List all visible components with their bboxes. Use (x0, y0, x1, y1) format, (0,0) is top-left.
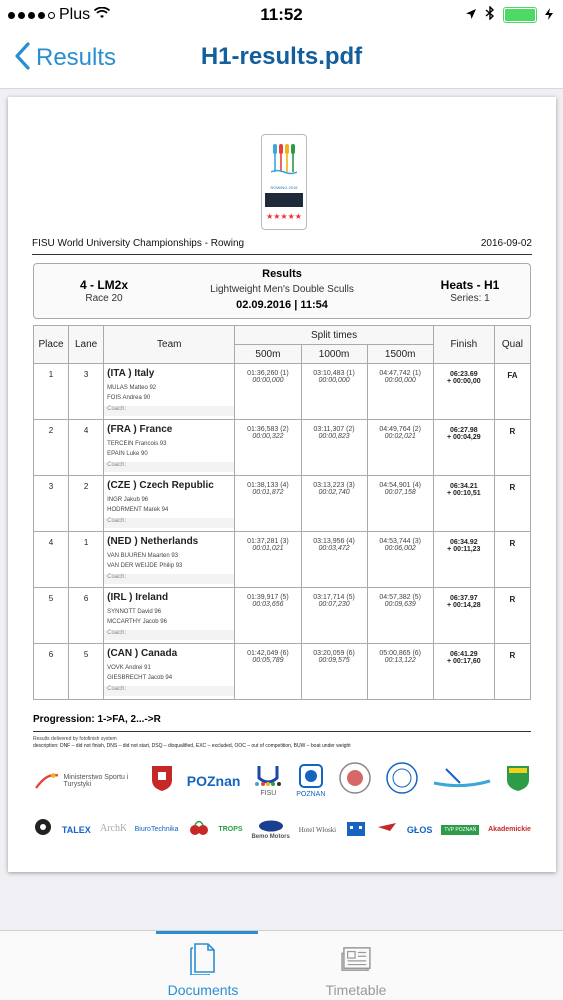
team-cell (104, 532, 235, 588)
sponsor-tvp: TVP POZNAŃ (441, 825, 479, 835)
split-time-500: 01:38,133 (4) (247, 482, 289, 489)
coach-label: Coach: (104, 630, 234, 640)
place-cell (34, 644, 69, 700)
athlete-2: HODRMENT Marek 94 (107, 507, 169, 513)
lane-cell (69, 364, 104, 420)
finish-diff: + 00:14,28 (446, 602, 481, 609)
clock: 11:52 (260, 5, 303, 24)
athlete-2: FOIS Andrea 90 (107, 395, 151, 401)
split-time-1500: 04:53,744 (3) (379, 538, 422, 545)
place-cell (34, 588, 69, 644)
split-diff-1500: 00:00,000 (384, 377, 416, 384)
shield-logo-icon (505, 764, 531, 797)
table-row (34, 588, 531, 644)
finish-cell (433, 420, 494, 476)
col-team: Team (104, 326, 235, 364)
coach-label: Coach: (104, 462, 234, 472)
fisu-rings-icon: ★★★★★ (266, 212, 302, 221)
results-source-note: Results delivered by fotofinish system (33, 736, 117, 742)
place-cell (34, 364, 69, 420)
split-1000m-cell (301, 420, 367, 476)
split-1500m-cell (367, 644, 433, 700)
split-time-1500: 04:54,901 (4) (379, 482, 422, 489)
rowing-logo (261, 134, 307, 230)
col-split-times: Split times (235, 326, 433, 345)
place-value: 5 (48, 594, 54, 603)
qual-value: FA (507, 371, 518, 380)
sponsor-ministry: Ministerstwo Sportu i Turystyki (33, 768, 137, 794)
split-1500m-cell (367, 588, 433, 644)
split-diff-1000: 00:09,575 (318, 657, 350, 664)
split-diff-500: 00:01,872 (252, 489, 284, 496)
split-diff-1000: 00:00,000 (318, 377, 350, 384)
lane-value: 3 (83, 370, 89, 379)
legend-description: description: DNF – did not finish, DNS – did not start, DSQ – disqualified, EXC – excluded, OOC – out of competition, BUW – boat under weight (33, 743, 351, 749)
qual-cell (494, 644, 530, 700)
athlete-1: VOVK Andrei 91 (107, 665, 151, 671)
finish-diff: + 00:10,51 (446, 490, 481, 497)
university-logo-icon (298, 763, 324, 789)
status-right (465, 6, 553, 23)
coach-label: Coach: (104, 686, 234, 696)
lane-cell (69, 420, 104, 476)
lane-value: 4 (83, 426, 89, 435)
finish-time: 06:34.21 (449, 483, 478, 490)
section-title: Results (262, 268, 302, 280)
split-time-1000: 03:13,956 (4) (313, 538, 355, 545)
oars-icon (271, 142, 297, 176)
split-time-1000: 03:20,059 (6) (313, 650, 355, 657)
championship-title: FISU World University Championships - Rowing (32, 238, 245, 249)
split-500m-cell (235, 420, 301, 476)
qual-cell (494, 532, 530, 588)
heat-name: Heats - H1 (440, 278, 500, 292)
athlete-1: SYNNOTT David 96 (107, 609, 162, 615)
rowing-club-seal-icon (338, 761, 372, 800)
sponsor-poznan: POZnan (186, 772, 241, 789)
event-name: Lightweight Men's Double Sculls (210, 284, 354, 295)
divider (33, 731, 531, 732)
place-value: 3 (48, 482, 54, 491)
sponsor-logos-row1 (33, 761, 531, 800)
qual-value: R (509, 539, 516, 548)
athlete-1: TERCEIN Francois 93 (107, 441, 167, 447)
lane-value: 1 (83, 538, 89, 547)
qual-cell (494, 420, 530, 476)
athlete-2: MCCARTHY Jacob 96 (107, 619, 167, 625)
event-header (33, 263, 531, 319)
sponsor-bemo-motors: Bemo Motors (251, 820, 289, 840)
event-code: 4 - LM2x (79, 278, 128, 292)
split-time-500: 01:39,917 (5) (247, 594, 289, 601)
split-diff-1500: 00:06,002 (384, 545, 416, 552)
split-diff-500: 00:01,021 (252, 545, 284, 552)
tab-bar (0, 930, 563, 1000)
split-time-500: 01:37,281 (3) (247, 538, 289, 545)
place-value: 2 (48, 426, 54, 435)
finish-time: 06:41.29 (449, 651, 478, 658)
lane-cell (69, 476, 104, 532)
location-icon (465, 7, 477, 23)
split-500m-cell (235, 588, 301, 644)
team-name: (FRA ) France (107, 424, 173, 435)
sponsor-cherry-icon (188, 816, 210, 843)
table-row (34, 364, 531, 420)
race-number: Race 20 (85, 293, 123, 304)
carrier-name: Plus (59, 6, 91, 23)
split-1000m-cell (301, 476, 367, 532)
col-500m: 500m (235, 345, 301, 364)
split-time-1500: 04:49,764 (2) (379, 426, 422, 433)
split-diff-1000: 00:02,740 (318, 489, 350, 496)
place-cell (34, 420, 69, 476)
athlete-1: VAN BUUREN Maarten 93 (107, 553, 179, 559)
page-title: H1-results.pdf (200, 43, 363, 70)
status-bar (0, 0, 563, 30)
place-value: 4 (48, 538, 54, 547)
finish-cell (433, 532, 494, 588)
split-500m-cell (235, 644, 301, 700)
sponsor-biurotechnika: BiuroTechnika (134, 826, 179, 833)
col-1500m: 1500m (367, 345, 433, 364)
ministry-logo-icon (33, 768, 59, 794)
back-label: Results (36, 43, 117, 71)
athlete-2: EPAIN Luke 90 (107, 451, 148, 457)
documents-icon (189, 941, 217, 975)
col-lane: Lane (69, 326, 104, 364)
split-diff-1500: 00:13,122 (384, 657, 416, 664)
svg-text:ArchK: ArchK (99, 823, 126, 834)
team-name: (CZE ) Czech Republic (107, 480, 214, 491)
split-diff-500: 00:00,000 (252, 377, 284, 384)
split-time-1000: 03:10,483 (1) (313, 370, 355, 377)
sponsor-hotel: Hotel Włoski (298, 825, 337, 834)
lane-cell (69, 588, 104, 644)
split-time-500: 01:36,583 (2) (247, 426, 289, 433)
logo-banner (265, 193, 303, 207)
split-diff-1000: 00:07,230 (318, 601, 350, 608)
split-1000m-cell (301, 532, 367, 588)
ford-oval-icon (258, 820, 284, 832)
lane-cell (69, 532, 104, 588)
split-time-1000: 03:13,223 (3) (313, 482, 355, 489)
tab-timetable-label: Timetable (325, 982, 387, 998)
qual-value: R (509, 483, 516, 492)
poznan-crest-icon (150, 764, 174, 797)
place-value: 6 (48, 650, 54, 659)
table-row (34, 476, 531, 532)
coach-label: Coach: (104, 518, 234, 528)
charging-icon (545, 7, 553, 23)
finish-cell (433, 588, 494, 644)
sponsor-eye-icon (33, 817, 53, 842)
athlete-2: VAN DER WEIJDE Philip 93 (107, 563, 183, 569)
event-code-block (54, 278, 154, 304)
split-diff-500: 00:00,322 (252, 433, 284, 440)
team-cell (104, 364, 235, 420)
split-time-500: 01:42,049 (6) (247, 650, 289, 657)
split-diff-1000: 00:03,472 (318, 545, 350, 552)
split-time-1500: 05:00,865 (6) (379, 650, 422, 657)
split-time-1500: 04:57,382 (5) (379, 594, 422, 601)
team-name: (NED ) Netherlands (107, 536, 199, 547)
fisu-logo-icon (253, 764, 283, 788)
athlete-1: MULAS Matteo 92 (107, 385, 157, 391)
finish-time: 06:34.92 (449, 539, 478, 546)
split-1000m-cell (301, 588, 367, 644)
col-place: Place (34, 326, 69, 364)
place-cell (34, 476, 69, 532)
university-seal-icon (385, 761, 419, 800)
divider (32, 254, 532, 255)
split-diff-500: 00:05,789 (252, 657, 284, 664)
coach-label: Coach: (104, 406, 234, 416)
active-tab-indicator (156, 931, 258, 934)
heat-block (430, 278, 510, 304)
finish-time: 06:27.98 (449, 427, 478, 434)
finish-cell (433, 364, 494, 420)
split-diff-1500: 00:02,021 (384, 433, 416, 440)
split-1000m-cell (301, 364, 367, 420)
split-1000m-cell (301, 644, 367, 700)
split-time-1000: 03:17,714 (5) (313, 594, 355, 601)
series: Series: 1 (450, 293, 490, 304)
team-cell (104, 476, 235, 532)
progression: Progression: 1->FA, 2...->R (33, 714, 161, 725)
tab-timetable[interactable] (256, 931, 456, 1000)
lane-value: 5 (83, 650, 89, 659)
coach-label: Coach: (104, 574, 234, 584)
navigation-bar (0, 30, 563, 89)
qual-value: R (509, 427, 516, 436)
split-500m-cell (235, 532, 301, 588)
qual-cell (494, 364, 530, 420)
results-table (33, 325, 531, 700)
split-time-500: 01:36,260 (1) (247, 370, 289, 377)
sponsor-trops: TROPS (218, 826, 243, 833)
finish-cell (433, 644, 494, 700)
finish-diff: + 00:00,00 (446, 378, 481, 385)
split-1500m-cell (367, 364, 433, 420)
event-datetime: 02.09.2016 | 11:54 (236, 299, 328, 311)
split-diff-1000: 00:00,823 (318, 433, 350, 440)
place-cell (34, 532, 69, 588)
table-row (34, 420, 531, 476)
finish-diff: + 00:17,60 (446, 658, 481, 665)
event-title-block (174, 268, 390, 311)
athlete-2: GIESBRECHT Jacob 94 (107, 675, 173, 681)
pdf-viewer[interactable] (0, 89, 563, 931)
split-500m-cell (235, 476, 301, 532)
split-diff-1500: 00:09,639 (384, 601, 416, 608)
split-diff-1500: 00:07,158 (384, 489, 416, 496)
timetable-icon (339, 946, 373, 972)
battery-icon (503, 7, 537, 23)
table-row (34, 532, 531, 588)
col-qual: Qual (494, 326, 530, 364)
lane-value: 6 (83, 594, 89, 603)
sponsor-logos-row2 (33, 816, 531, 843)
lane-cell (69, 644, 104, 700)
lane-value: 2 (83, 482, 89, 491)
finish-diff: + 00:04,29 (446, 434, 481, 441)
sponsor-akademickie: Akademickie (488, 826, 531, 833)
qual-value: R (509, 595, 516, 604)
qual-cell (494, 588, 530, 644)
sponsor-red-emblem-icon (376, 819, 398, 840)
split-500m-cell (235, 364, 301, 420)
tab-documents-label: Documents (167, 982, 239, 998)
qual-cell (494, 476, 530, 532)
finish-cell (433, 476, 494, 532)
table-row (34, 644, 531, 700)
team-name: (ITA ) Italy (107, 368, 155, 379)
bluetooth-icon (485, 6, 495, 23)
pdf-page (8, 97, 556, 872)
team-cell (104, 588, 235, 644)
split-time-1500: 04:47,742 (1) (379, 370, 422, 377)
split-1500m-cell (367, 420, 433, 476)
team-name: (CAN ) Canada (107, 648, 178, 659)
document-date: 2016-09-02 (480, 238, 532, 249)
col-finish: Finish (433, 326, 494, 364)
sponsor-building-icon (345, 818, 367, 841)
finish-diff: + 00:11,23 (447, 546, 481, 553)
split-1500m-cell (367, 532, 433, 588)
sponsor-glos: GŁOS (406, 824, 433, 835)
col-1000m: 1000m (301, 345, 367, 364)
rowing-boat-logo-icon (432, 767, 492, 794)
team-cell (104, 644, 235, 700)
finish-time: 06:23.69 (449, 371, 478, 378)
logo-label: ROWING 2016 (270, 185, 298, 190)
team-name: (IRL ) Ireland (107, 592, 169, 603)
sponsor-arch-icon (100, 820, 126, 839)
qual-value: R (509, 651, 516, 660)
sponsor-fisu: FISU (253, 764, 283, 797)
split-time-1000: 03:11,307 (2) (313, 426, 355, 433)
place-value: 1 (48, 370, 54, 379)
sponsor-talex: TALEX (61, 824, 91, 835)
team-cell (104, 420, 235, 476)
sponsor-poznan-university: POZNAN (296, 763, 325, 798)
split-diff-500: 00:03,656 (252, 601, 284, 608)
split-1500m-cell (367, 476, 433, 532)
athlete-1: INGR Jakub 96 (107, 497, 149, 503)
finish-time: 06:37.97 (449, 595, 478, 602)
